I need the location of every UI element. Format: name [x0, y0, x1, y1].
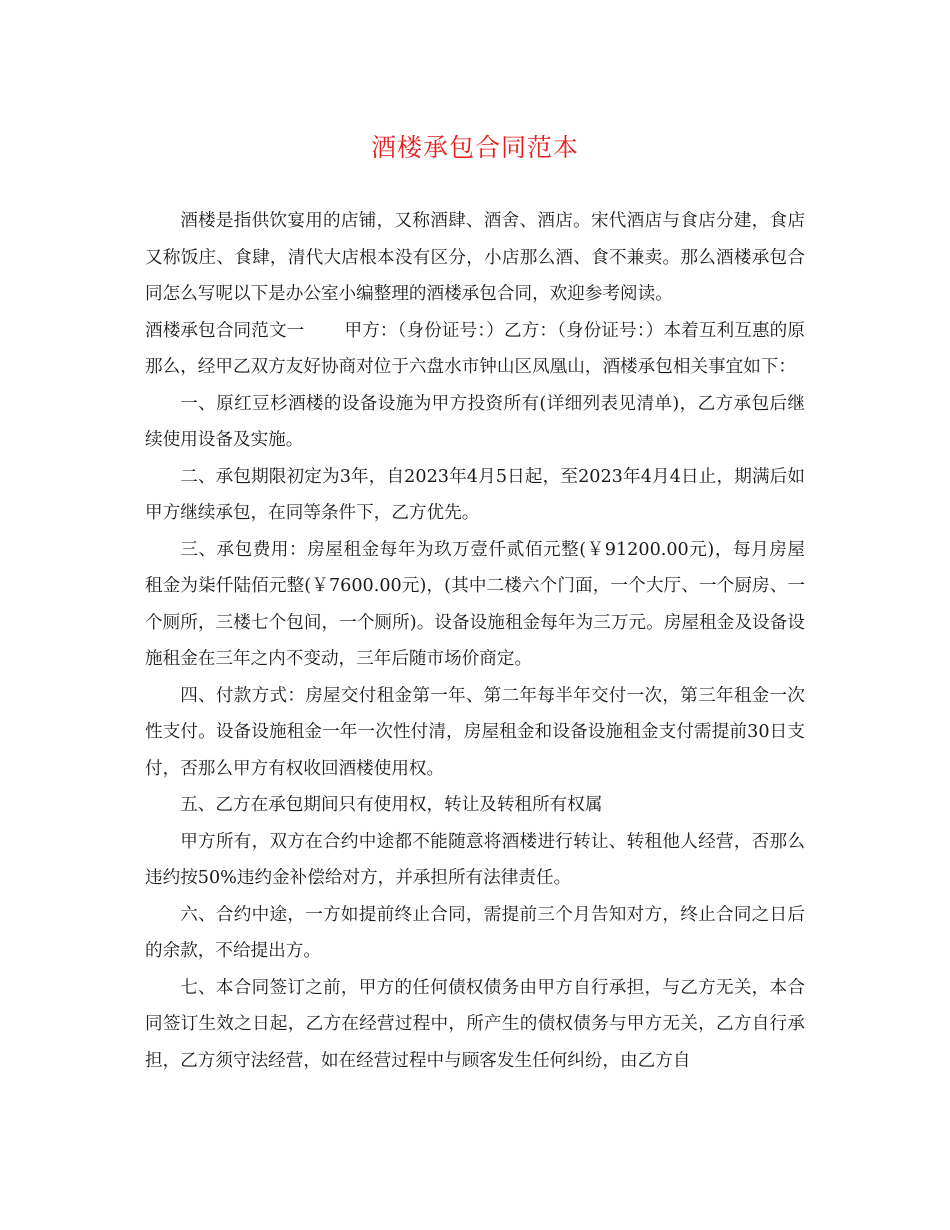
clause-2: 二、承包期限初定为3年，自2023年4月5日起，至2023年4月4日止，期满后如甲方继续承包，在同等条件下，乙方优先。	[145, 466, 805, 523]
clause-5-continued: 甲方所有，双方在合约中途都不能随意将酒楼进行转让、转租他人经营，否那么违约按50%违约金补偿给对方，并承担所有法律责任。	[145, 831, 805, 888]
sample-heading: 酒楼承包合同范文一	[145, 320, 305, 341]
clause-6: 六、合约中途，一方如提前终止合同，需提前三个月告知对方，终止合同之日后的余款，不给提出方。	[145, 904, 805, 961]
clause-1: 一、原红豆杉酒楼的设备设施为甲方投资所有(详细列表见清单)，乙方承包后继续使用设备及实施。	[145, 393, 805, 450]
clause-4: 四、付款方式：房屋交付租金第一年、第二年每半年交付一次，第三年租金一次性支付。设备设施租金一年一次性付清，房屋租金和设备设施租金支付需提前30日支付，否那么甲方有权收回酒楼使用权。	[145, 685, 805, 779]
document-title: 酒楼承包合同范本	[370, 133, 579, 162]
contract-intro-paragraph	[145, 313, 805, 386]
sample-intro: 甲方：（身份证号：）乙方：（身份证号：）本着互利互惠的原那么，经甲乙双方友好协商对位于六盘水市钟山区凤凰山，酒楼承包相关事宜如下：	[145, 320, 805, 377]
clause-3: 三、承包费用：房屋租金每年为玖万壹仟贰佰元整(￥91200.00元)，每月房屋租金为柒仟陆佰元整(￥7600.00元)，(其中二楼六个门面，一个大厅、一个厨房、一个厕所，三楼七个包间，一个厕所)。设备设施租金每年为三万元。房屋租金及设备设施租金在三年之内不变动，三年后随市场价商定。	[145, 539, 805, 669]
clause-5: 五、乙方在承包期间只有使用权，转让及转租所有权属	[180, 795, 603, 815]
clause-7: 七、本合同签订之前，甲方的任何债权债务由甲方自行承担，与乙方无关，本合同签订生效之日起，乙方在经营过程中，所产生的债权债务与甲方无关，乙方自行承担，乙方须守法经营，如在经营过程中与顾客发生任何纠纷，由乙方自	[145, 977, 805, 1071]
intro-paragraph: 酒楼是指供饮宴用的店铺，又称酒肆、酒舍、酒店。宋代酒店与食店分建，食店又称饭庄、食肆，清代大店根本没有区分，小店那么酒、食不兼卖。那么酒楼承包合同怎么写呢以下是办公室小编整理的酒楼承包合同，欢迎参考阅读。	[145, 211, 805, 304]
document-body	[145, 203, 805, 1079]
